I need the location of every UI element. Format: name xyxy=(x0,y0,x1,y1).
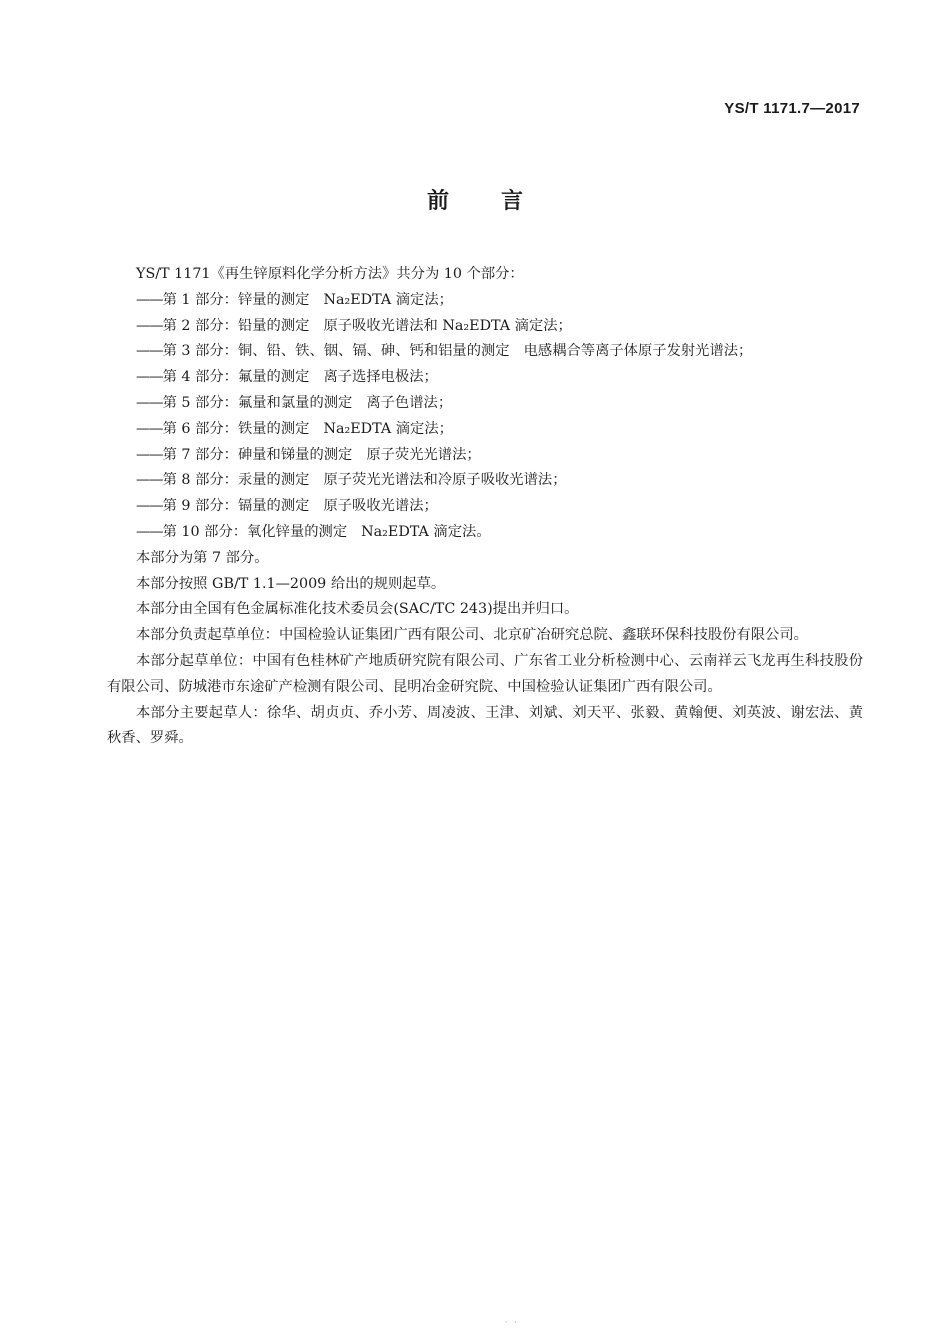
part-label: 第 5 部分：氟量和氯量的测定 xyxy=(162,394,353,411)
list-dash: —— xyxy=(136,291,163,308)
part-method: 电感耦合等离子体原子发射光谱法； xyxy=(523,343,753,360)
responsible-units-paragraph: 本部分负责起草单位：中国检验认证集团广西有限公司、北京矿冶研究总院、鑫联环保科技股份有限公司。 xyxy=(136,627,808,644)
list-dash: —— xyxy=(136,472,163,489)
intro-paragraph: YS/T 1171《再生锌原料化学分析方法》共分为 10 个部分： xyxy=(136,266,524,282)
list-dash: —— xyxy=(136,498,163,515)
list-dash: —— xyxy=(136,420,163,437)
list-dash: —— xyxy=(136,394,163,411)
part-method: Na₂EDTA 滴定法； xyxy=(323,420,453,437)
part-list-item xyxy=(107,520,863,546)
part-list-item xyxy=(107,494,863,520)
part-list-item xyxy=(107,314,863,340)
this-part-paragraph: 本部分为第 7 部分。 xyxy=(136,549,269,566)
part-label: 第 6 部分：铁量的测定 xyxy=(162,420,310,437)
part-method: 原子荧光光谱法和冷原子吸收光谱法； xyxy=(323,472,567,489)
list-dash: —— xyxy=(136,369,163,386)
part-method: 原子荧光光谱法； xyxy=(366,446,481,463)
part-label: 第 2 部分：铅量的测定 xyxy=(162,317,310,334)
list-dash: —— xyxy=(136,446,163,463)
part-list-item xyxy=(107,443,863,469)
part-label: 第 4 部分：氟量的测定 xyxy=(162,369,310,386)
part-label: 第 3 部分：铜、铅、铁、铟、镉、砷、钙和铝量的测定 xyxy=(162,343,510,360)
footer-mark: · · xyxy=(505,1318,519,1327)
part-method: 原子吸收光谱法和 Na₂EDTA 滴定法； xyxy=(323,317,572,334)
part-label: 第 9 部分：镉量的测定 xyxy=(162,498,310,515)
list-dash: —— xyxy=(136,317,163,334)
list-dash: —— xyxy=(136,523,163,540)
list-dash: —— xyxy=(136,343,163,360)
part-label: 第 8 部分：汞量的测定 xyxy=(162,472,310,489)
part-label: 第 1 部分：锌量的测定 xyxy=(162,291,310,308)
part-list-item xyxy=(107,468,863,494)
part-label: 第 7 部分：砷量和锑量的测定 xyxy=(162,446,353,463)
foreword-body xyxy=(107,262,863,752)
part-list-item xyxy=(107,339,863,365)
part-list-item xyxy=(107,417,863,443)
part-list-item xyxy=(107,288,863,314)
part-method: Na₂EDTA 滴定法。 xyxy=(361,523,491,540)
part-method: 原子吸收光谱法； xyxy=(323,498,438,515)
part-list-item xyxy=(107,365,863,391)
part-method: 离子选择电极法； xyxy=(323,369,438,386)
parts-list xyxy=(107,288,863,546)
part-method: 离子色谱法； xyxy=(366,394,453,411)
part-label: 第 10 部分：氧化锌量的测定 xyxy=(162,523,348,540)
standard-code-header: YS/T 1171.7—2017 xyxy=(724,100,860,117)
drafting-units-paragraph: 本部分起草单位：中国有色桂林矿产地质研究院有限公司、广东省工业分析检测中心、云南祥云飞龙再生科技股份有限公司、防城港市东途矿产检测有限公司、昆明冶金研究院、中国检验认证集团广西有限公司。 xyxy=(107,652,863,695)
drafting-rules-paragraph: 本部分按照 GB/T 1.1—2009 给出的规则起草。 xyxy=(136,575,446,592)
proposed-by-paragraph: 本部分由全国有色金属标准化技术委员会(SAC/TC 243)提出并归口。 xyxy=(136,601,579,618)
page-title: 前言 xyxy=(426,189,575,214)
part-list-item xyxy=(107,391,863,417)
drafters-paragraph: 本部分主要起草人：徐华、胡贞贞、乔小芳、周凌波、王津、刘斌、刘天平、张毅、黄翰便、刘英波、谢宏法、黄秋香、罗舜。 xyxy=(107,704,863,747)
part-method: Na₂EDTA 滴定法； xyxy=(323,291,453,308)
